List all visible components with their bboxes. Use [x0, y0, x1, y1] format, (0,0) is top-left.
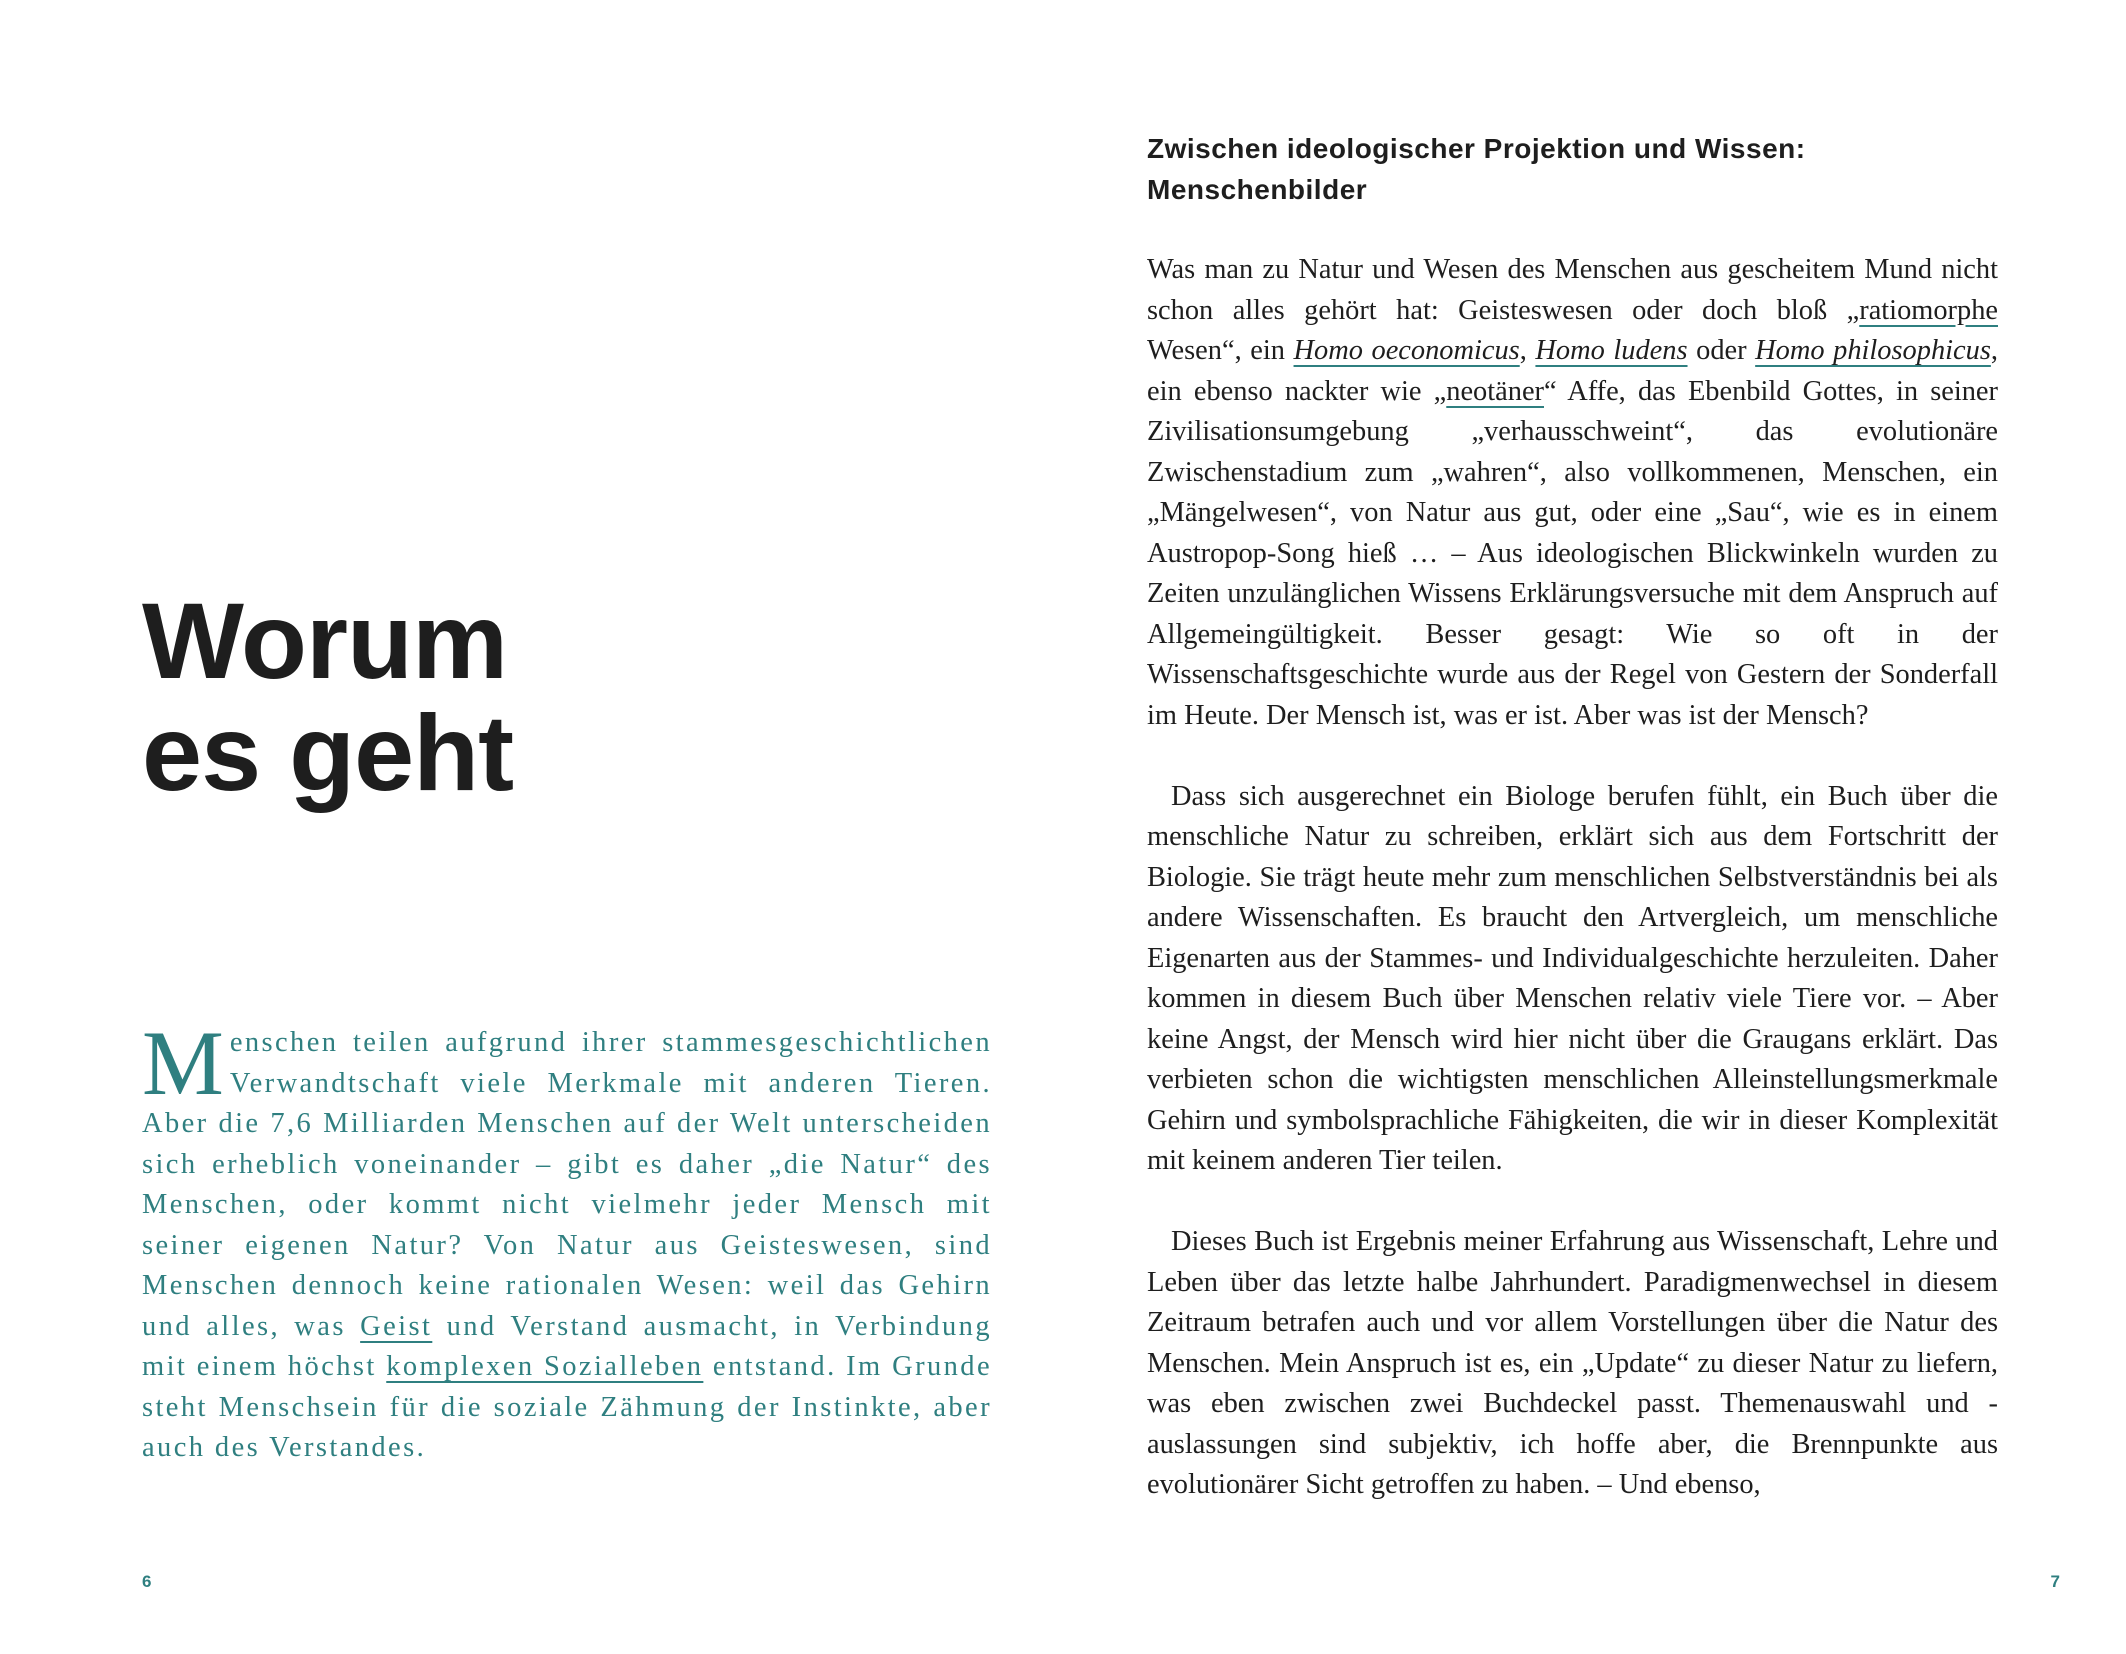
intro-text-2: und Verstand ausmacht, in Verbindung mit einem höchst — [142, 1310, 992, 1382]
p1-text-4: oder — [1687, 335, 1756, 366]
right-page — [1063, 0, 2126, 1654]
body-text — [1147, 250, 1998, 1506]
glossary-link-geist[interactable]: Geist — [360, 1310, 433, 1342]
chapter-title-line-1: Worum — [142, 580, 507, 701]
chapter-title-line-2: es geht — [142, 692, 514, 813]
p1-text-2: Wesen“, ein — [1147, 335, 1294, 366]
glossary-link-homo-oeconomicus[interactable]: Homo oeconomicus — [1293, 335, 1520, 366]
section-heading — [1147, 128, 1987, 210]
glossary-link-homo-ludens[interactable]: Homo ludens — [1535, 335, 1688, 366]
intro-text-1: enschen teilen aufgrund ihrer stammesgeschichtlichen Verwandtschaft viele Merkmale mit anderen Tieren. Aber die 7,6 Milliarden Menschen auf der Welt unterscheiden sich erheblich voneinander – gibt es daher „die Natur“ des Menschen, oder kommt nicht vielmehr jeder Mensch mit seiner eigenen Natur? Von Natur aus Geisteswesen, sind Menschen dennoch keine rationalen Wesen: weil das Gehirn und alles, was — [142, 1027, 992, 1342]
p1-text-5: , ein ebenso nackter wie „ — [1147, 335, 1998, 407]
glossary-link-ratiomorphe[interactable]: ratiomorphe — [1859, 294, 1998, 326]
page-number-left: 6 — [142, 1572, 152, 1591]
chapter-title — [142, 580, 514, 813]
intro-text-3: entstand. Im Grunde steht Menschsein für die soziale Zähmung der Instinkte, aber auch des Verstandes. — [142, 1351, 992, 1463]
page-number-right: 7 — [2050, 1572, 2060, 1591]
section-heading-line-2: Menschenbilder — [1147, 174, 1368, 205]
drop-cap: M — [142, 1012, 224, 1114]
p1-text-6: “ Affe, das Ebenbild Gottes, in seiner Zivilisationsumgebung „verhausschweint“, das evolutionäre Zwischenstadium zum „wahren“, also vollkommenen, Menschen, ein „Mängelwesen“, von Natur aus gut, oder eine „Sau“, wie es in einem Austropop-Song hieß … – Aus ideologischen Blickwinkeln wurden zu Zeiten unzulänglichen Wissens Erklärungsversuche mit dem Anspruch auf Allgemeingültigkeit. Besser gesagt: Wie so oft in der Wissenschaftsgeschichte wurde aus der Regel von Gestern der Sonderfall im Heute. Der Mensch ist, was er ist. Aber was ist der Mensch? — [1147, 375, 1998, 731]
p1-text-3: , — [1519, 335, 1536, 366]
glossary-link-homo-philosophicus[interactable]: Homo philosophicus — [1755, 335, 1991, 366]
body-paragraph-1 — [1147, 250, 1998, 736]
glossary-link-sozialleben[interactable]: komplexen Sozialleben — [386, 1351, 704, 1382]
p1-text-1: Was man zu Natur und Wesen des Menschen aus gescheitem Mund nicht schon alles gehört hat: Geisteswesen oder doch bloß „ — [1147, 254, 1998, 326]
body-paragraph-3: Dieses Buch ist Ergebnis meiner Erfahrung aus Wissenschaft, Lehre und Leben über das letzte halbe Jahrhundert. Paradigmenwechsel in diesem Zeitraum betrafen auch und vor allem Vorstellungen über die Natur des Menschen. Mein Anspruch ist es, ein „Update“ zu dieser Natur zu liefern, was eben zwischen zwei Buchdeckel passt. Themenauswahl und -auslassungen sind subjektiv, ich hoffe aber, die Brennpunkte aus evolutionärer Sicht getroffen zu haben. – Und ebenso, — [1147, 1226, 1998, 1500]
intro-paragraph — [142, 1012, 992, 1469]
body-paragraph-2: Dass sich ausgerechnet ein Biologe berufen fühlt, ein Buch über die menschliche Natur zu schreiben, erklärt sich aus dem Fortschritt der Biologie. Sie trägt heute mehr zum menschlichen Selbstverständnis bei als andere Wissenschaften. Es braucht den Artvergleich, um menschliche Eigenarten aus der Stammes- und Individualgeschichte herzuleiten. Daher kommen in diesem Buch über Menschen relativ viele Tiere vor. – Aber keine Angst, der Mensch wird hier nicht über die Graugans erklärt. Das verbieten schon die wichtigsten menschlichen Alleinstellungsmerkmale Gehirn und symbolsprachliche Fähigkeiten, die wir in dieser Komplexität mit keinem anderen Tier teilen. — [1147, 780, 1998, 1176]
glossary-link-neotaener[interactable]: neotäner — [1446, 375, 1544, 407]
section-heading-line-1: Zwischen ideologischer Projektion und Wissen: — [1147, 133, 1806, 164]
